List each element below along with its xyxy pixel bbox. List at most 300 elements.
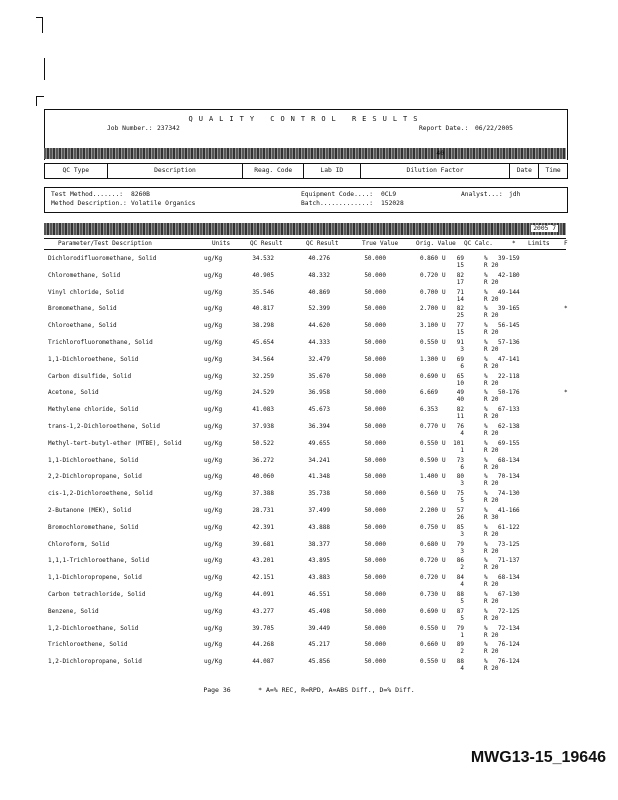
cell-lim: 70-134 bbox=[498, 473, 520, 481]
th-qc-calc: QC Calc. bbox=[464, 240, 493, 247]
table-row bbox=[0, 440, 618, 457]
cell-lim: 47-141 bbox=[498, 355, 520, 363]
cell-rpd-limit: R 20 bbox=[484, 648, 499, 656]
cell-orig: 3.100 bbox=[419, 322, 438, 330]
cell-q: U bbox=[442, 490, 446, 498]
cell-orig: 0.690 bbox=[419, 607, 438, 615]
th-units: Units bbox=[212, 240, 231, 247]
cell-qc1: 34.564 bbox=[252, 355, 274, 363]
cell-orig: 0.720 bbox=[419, 271, 438, 279]
cell-ltype: % bbox=[484, 322, 488, 330]
cell-qc2: 38.377 bbox=[308, 540, 330, 548]
batch: 152028 bbox=[381, 200, 404, 207]
cell-lim: 74-130 bbox=[498, 490, 520, 498]
cell-orig: 0.750 bbox=[419, 523, 438, 531]
cell-param: Chloroethane, Solid bbox=[48, 322, 117, 330]
cell-units: ug/Kg bbox=[204, 339, 223, 346]
cell-tv: 50.000 bbox=[364, 372, 386, 380]
cell-lim: 68-134 bbox=[498, 456, 520, 464]
cell-calc2: 3 bbox=[460, 346, 464, 353]
scan-mark bbox=[44, 58, 45, 80]
cell-qc2: 43.888 bbox=[308, 523, 330, 531]
cell-ltype: % bbox=[484, 490, 488, 498]
cell-rpd-limit: R 20 bbox=[484, 564, 499, 572]
cell-rpd-limit: R 20 bbox=[484, 346, 499, 353]
cell-qc1: 32.259 bbox=[252, 372, 274, 380]
cell-orig: 6.669 bbox=[419, 389, 438, 397]
cell-tv: 50.000 bbox=[364, 523, 386, 531]
table-row bbox=[0, 272, 618, 289]
cell-rpd-limit: R 20 bbox=[484, 631, 499, 639]
cell-calc2: 26 bbox=[456, 514, 464, 521]
cell-q: U bbox=[442, 607, 446, 615]
cell-ltype: % bbox=[484, 305, 488, 313]
cell-q: U bbox=[442, 591, 446, 598]
cell-units: ug/Kg bbox=[204, 473, 223, 481]
cell-orig: 2.200 bbox=[419, 507, 438, 514]
cell-calc2: 4 bbox=[460, 665, 464, 673]
col-qc-type: QC Type bbox=[45, 164, 108, 178]
cell-rpd-limit: R 20 bbox=[484, 413, 499, 421]
cell-qc2: 48.332 bbox=[308, 271, 330, 279]
page-number: Page 36 bbox=[203, 686, 231, 694]
cell-ltype: % bbox=[484, 423, 488, 430]
cell-calc2: 6 bbox=[460, 362, 464, 370]
cell-param: Trichloroethene, Solid bbox=[48, 641, 128, 649]
cell-orig: 0.550 bbox=[419, 439, 438, 447]
cell-units: ug/Kg bbox=[204, 372, 223, 380]
cell-calc2: 17 bbox=[456, 278, 464, 286]
cell-calc: 75 bbox=[456, 490, 464, 498]
cell-lim: 76-124 bbox=[498, 641, 520, 649]
cell-tv: 50.000 bbox=[364, 456, 386, 464]
col-lab-id: Lab ID bbox=[304, 164, 361, 178]
cell-ltype: % bbox=[484, 591, 488, 598]
cell-param: 1,1-Dichloroethene, Solid bbox=[48, 355, 139, 363]
cell-units: ug/Kg bbox=[204, 355, 223, 363]
cell-qc2: 35.738 bbox=[308, 490, 330, 498]
table-row bbox=[0, 389, 618, 406]
col-time: Time bbox=[545, 167, 561, 174]
cell-lim: 73-125 bbox=[498, 540, 520, 548]
cell-rpd-limit: R 20 bbox=[484, 295, 499, 303]
cell-qc2: 44.333 bbox=[308, 339, 330, 346]
cell-units: ug/Kg bbox=[204, 574, 223, 582]
cell-rpd-limit: R 20 bbox=[484, 362, 499, 370]
cell-qc1: 43.201 bbox=[252, 557, 274, 565]
cell-ltype: % bbox=[484, 389, 488, 397]
band-1-right: 40 bbox=[436, 150, 444, 157]
table-row bbox=[0, 625, 618, 642]
cell-calc2: 4 bbox=[460, 581, 464, 589]
cell-calc2: 14 bbox=[456, 295, 464, 303]
page-footer bbox=[0, 686, 618, 694]
cell-param: Acetone, Solid bbox=[48, 389, 99, 397]
cell-lim: 57-136 bbox=[498, 339, 520, 346]
cell-qc1: 34.532 bbox=[252, 255, 274, 262]
cell-calc2: 5 bbox=[460, 497, 464, 505]
cell-units: ug/Kg bbox=[204, 406, 223, 414]
cell-qc1: 39.705 bbox=[252, 624, 274, 632]
cell-units: ug/Kg bbox=[204, 255, 223, 262]
cell-q: U bbox=[442, 473, 446, 481]
cell-calc2: 5 bbox=[460, 598, 464, 605]
cell-lim: 76-124 bbox=[498, 658, 520, 666]
cell-lim: 50-176 bbox=[498, 389, 520, 397]
analyst: jdh bbox=[509, 191, 521, 198]
cell-qc2: 43.883 bbox=[308, 574, 330, 582]
th-qc-result-2: QC Result bbox=[306, 240, 339, 247]
cell-param: Carbon tetrachloride, Solid bbox=[48, 591, 146, 598]
cell-qc2: 45.856 bbox=[308, 658, 330, 666]
table-row bbox=[0, 574, 618, 591]
cell-calc2: 10 bbox=[456, 379, 464, 387]
cell-q: U bbox=[442, 288, 446, 296]
table-row bbox=[0, 457, 618, 474]
cell-calc2: 3 bbox=[460, 547, 464, 555]
cell-param: Bromochloromethane, Solid bbox=[48, 523, 139, 531]
cell-ltype: % bbox=[484, 439, 488, 447]
table-row bbox=[0, 507, 618, 524]
th-true-value: True Value bbox=[362, 240, 399, 247]
cell-rpd-limit: R 20 bbox=[484, 396, 499, 404]
cell-qc2: 45.498 bbox=[308, 607, 330, 615]
cell-calc: 82 bbox=[456, 305, 464, 313]
cell-units: ug/Kg bbox=[204, 591, 223, 598]
scan-mark bbox=[36, 96, 37, 106]
cell-lim: 68-134 bbox=[498, 574, 520, 582]
cell-qc1: 44.268 bbox=[252, 641, 274, 649]
cell-lim: 62-138 bbox=[498, 423, 520, 430]
cell-ltype: % bbox=[484, 641, 488, 649]
cell-lim: 49-144 bbox=[498, 288, 520, 296]
cell-q: U bbox=[442, 355, 446, 363]
cell-q: U bbox=[442, 624, 446, 632]
cell-orig: 0.720 bbox=[419, 574, 438, 582]
table-row bbox=[0, 322, 618, 339]
cell-param: Vinyl chloride, Solid bbox=[48, 288, 124, 296]
cell-param: 1,2-Dichloroethane, Solid bbox=[48, 624, 139, 632]
th-parameter: Parameter/Test Description bbox=[58, 240, 152, 247]
cell-rpd-limit: R 20 bbox=[484, 581, 499, 589]
cell-q: U bbox=[442, 557, 446, 565]
col-description: Description bbox=[108, 164, 244, 178]
cell-ltype: % bbox=[484, 355, 488, 363]
results-table-header bbox=[44, 238, 566, 250]
cell-qc1: 44.087 bbox=[252, 658, 274, 666]
cell-param: 1,2-Dichloropropane, Solid bbox=[48, 658, 142, 666]
cell-units: ug/Kg bbox=[204, 540, 223, 548]
cell-calc: 69 bbox=[456, 255, 464, 262]
cell-tv: 50.000 bbox=[364, 423, 386, 430]
table-row bbox=[0, 608, 618, 625]
cell-qc2: 45.673 bbox=[308, 406, 330, 414]
cell-tv: 50.000 bbox=[364, 473, 386, 481]
th-star: * bbox=[512, 240, 516, 247]
cell-calc2: 3 bbox=[460, 530, 464, 538]
cell-calc: 101 bbox=[453, 439, 464, 447]
cell-param: Benzene, Solid bbox=[48, 607, 99, 615]
cell-units: ug/Kg bbox=[204, 439, 223, 447]
cell-calc: 87 bbox=[456, 607, 464, 615]
cell-units: ug/Kg bbox=[204, 624, 223, 632]
cell-orig: 0.550 bbox=[419, 624, 438, 632]
cell-rpd-limit: R 20 bbox=[484, 598, 499, 605]
cell-lim: 67-133 bbox=[498, 406, 520, 414]
table-row bbox=[0, 473, 618, 490]
cell-units: ug/Kg bbox=[204, 658, 223, 666]
cell-qc1: 37.388 bbox=[252, 490, 274, 498]
cell-q: U bbox=[442, 523, 446, 531]
cell-param: 1,1,1-Trichloroethane, Solid bbox=[48, 557, 150, 565]
cell-calc: 84 bbox=[456, 574, 464, 582]
cell-orig: 6.353 bbox=[419, 406, 438, 414]
cell-tv: 50.000 bbox=[364, 574, 386, 582]
cell-calc2: 15 bbox=[456, 329, 464, 337]
cell-rpd-limit: R 20 bbox=[484, 614, 499, 622]
scan-mark bbox=[36, 96, 44, 97]
table-row bbox=[0, 255, 618, 272]
cell-units: ug/Kg bbox=[204, 423, 223, 430]
cell-tv: 50.000 bbox=[364, 271, 386, 279]
cell-lim: 42-180 bbox=[498, 271, 520, 279]
cell-qc2: 32.479 bbox=[308, 355, 330, 363]
cell-qc2: 36.394 bbox=[308, 423, 330, 430]
cell-tv: 50.000 bbox=[364, 322, 386, 330]
cell-units: ug/Kg bbox=[204, 271, 223, 279]
cell-units: ug/Kg bbox=[204, 557, 223, 565]
cell-qc1: 40.060 bbox=[252, 473, 274, 481]
cell-tv: 50.000 bbox=[364, 406, 386, 414]
cell-units: ug/Kg bbox=[204, 641, 223, 649]
cell-qc1: 28.731 bbox=[252, 507, 274, 514]
cell-qc2: 46.551 bbox=[308, 591, 330, 598]
cell-tv: 50.000 bbox=[364, 305, 386, 313]
cell-rpd-limit: R 30 bbox=[484, 514, 499, 521]
cell-units: ug/Kg bbox=[204, 322, 223, 330]
cell-q: U bbox=[442, 322, 446, 330]
cell-units: ug/Kg bbox=[204, 607, 223, 615]
cell-tv: 50.000 bbox=[364, 355, 386, 363]
band-1 bbox=[44, 148, 566, 159]
cell-param: 2-Butanone (MEK), Solid bbox=[48, 507, 132, 514]
cell-units: ug/Kg bbox=[204, 305, 223, 313]
cell-orig: 0.550 bbox=[419, 339, 438, 346]
cell-units: ug/Kg bbox=[204, 389, 223, 397]
cell-rpd-limit: R 20 bbox=[484, 497, 499, 505]
cell-calc2: 1 bbox=[460, 446, 464, 454]
cell-param: 1,1-Dichloroethane, Solid bbox=[48, 456, 139, 464]
test-method-label: Test Method.......: bbox=[51, 191, 124, 198]
method-box bbox=[44, 187, 568, 213]
cell-q: U bbox=[442, 658, 446, 666]
cell-lim: 72-134 bbox=[498, 624, 520, 632]
cell-ltype: % bbox=[484, 271, 488, 279]
cell-rpd-limit: R 20 bbox=[484, 665, 499, 673]
cell-calc2: 6 bbox=[460, 463, 464, 471]
cell-calc: 73 bbox=[456, 456, 464, 464]
cell-rpd-limit: R 20 bbox=[484, 463, 499, 471]
cell-qc2: 40.869 bbox=[308, 288, 330, 296]
cell-qc1: 36.272 bbox=[252, 456, 274, 464]
cell-rpd-limit: R 20 bbox=[484, 278, 499, 286]
band-2-right: 2005 7 bbox=[533, 225, 556, 232]
th-orig-value: Orig. Value bbox=[416, 240, 456, 247]
cell-q: U bbox=[442, 339, 446, 346]
cell-qc1: 37.938 bbox=[252, 423, 274, 430]
cell-rpd-limit: R 20 bbox=[484, 379, 499, 387]
cell-units: ug/Kg bbox=[204, 490, 223, 498]
cell-ltype: % bbox=[484, 406, 488, 414]
cell-tv: 50.000 bbox=[364, 255, 386, 262]
job-number: 237342 bbox=[157, 125, 180, 132]
cell-units: ug/Kg bbox=[204, 288, 223, 296]
cell-q: U bbox=[442, 540, 446, 548]
table-row bbox=[0, 373, 618, 390]
cell-qc1: 43.277 bbox=[252, 607, 274, 615]
cell-qc1: 44.091 bbox=[252, 591, 274, 598]
qc-column-header bbox=[44, 163, 568, 179]
table-row bbox=[0, 490, 618, 507]
cell-q: U bbox=[442, 271, 446, 279]
cell-calc: 79 bbox=[456, 540, 464, 548]
cell-qc2: 44.620 bbox=[308, 322, 330, 330]
th-f: F bbox=[564, 240, 568, 247]
th-qc-result-1: QC Result bbox=[250, 240, 283, 247]
cell-lim: 39-159 bbox=[498, 255, 520, 262]
cell-qc2: 35.670 bbox=[308, 372, 330, 380]
cell-qc2: 36.958 bbox=[308, 389, 330, 397]
cell-rpd-limit: R 20 bbox=[484, 262, 499, 269]
cell-lim: 41-166 bbox=[498, 507, 520, 514]
cell-q: U bbox=[442, 439, 446, 447]
cell-orig: 0.720 bbox=[419, 557, 438, 565]
cell-param: Trichlorofluoromethane, Solid bbox=[48, 339, 153, 346]
cell-calc: 89 bbox=[456, 641, 464, 649]
cell-qc2: 39.449 bbox=[308, 624, 330, 632]
cell-q: U bbox=[442, 456, 446, 464]
cell-lim: 72-125 bbox=[498, 607, 520, 615]
cell-orig: 0.680 bbox=[419, 540, 438, 548]
cell-calc: 82 bbox=[456, 271, 464, 279]
cell-calc2: 40 bbox=[456, 396, 464, 404]
cell-units: ug/Kg bbox=[204, 507, 223, 514]
method-desc: Volatile Organics bbox=[131, 200, 196, 207]
cell-param: Chloromethane, Solid bbox=[48, 271, 121, 279]
table-row bbox=[0, 356, 618, 373]
th-limits: Limits bbox=[528, 240, 550, 247]
cell-units: ug/Kg bbox=[204, 456, 223, 464]
cell-ltype: % bbox=[484, 372, 488, 380]
cell-calc: 85 bbox=[456, 523, 464, 531]
cell-f: * bbox=[564, 389, 568, 397]
cell-ltype: % bbox=[484, 456, 488, 464]
cell-qc1: 40.905 bbox=[252, 271, 274, 279]
cell-calc2: 1 bbox=[460, 631, 464, 639]
cell-param: 2,2-Dichloropropane, Solid bbox=[48, 473, 142, 481]
cell-calc: 79 bbox=[456, 624, 464, 632]
cell-param: Carbon disulfide, Solid bbox=[48, 372, 132, 380]
col-date: Date bbox=[510, 164, 539, 178]
cell-orig: 0.770 bbox=[419, 423, 438, 430]
table-row bbox=[0, 339, 618, 356]
table-row bbox=[0, 641, 618, 658]
cell-lim: 67-130 bbox=[498, 591, 520, 598]
cell-rpd-limit: R 20 bbox=[484, 530, 499, 538]
band-2 bbox=[44, 223, 566, 235]
cell-calc: 69 bbox=[456, 355, 464, 363]
cell-param: Methyl-tert-butyl-ether (MTBE), Solid bbox=[48, 439, 182, 447]
col-reag-code: Reag. Code bbox=[243, 164, 304, 178]
cell-calc: 57 bbox=[456, 507, 464, 514]
cell-calc: 76 bbox=[456, 423, 464, 430]
cell-orig: 1.300 bbox=[419, 355, 438, 363]
cell-rpd-limit: R 20 bbox=[484, 446, 499, 454]
cell-calc: 65 bbox=[456, 372, 464, 380]
cell-calc2: 4 bbox=[460, 430, 464, 437]
analyst-label: Analyst...: bbox=[461, 191, 503, 198]
cell-qc1: 40.817 bbox=[252, 305, 274, 313]
job-number-label: Job Number.: bbox=[107, 125, 153, 132]
cell-tv: 50.000 bbox=[364, 339, 386, 346]
table-row bbox=[0, 541, 618, 558]
scan-mark bbox=[42, 17, 43, 33]
cell-rpd-limit: R 20 bbox=[484, 312, 499, 320]
cell-qc2: 52.399 bbox=[308, 305, 330, 313]
cell-param: Dichlorodifluoromethane, Solid bbox=[48, 255, 157, 262]
cell-qc2: 34.241 bbox=[308, 456, 330, 464]
table-row bbox=[0, 557, 618, 574]
cell-ltype: % bbox=[484, 540, 488, 548]
cell-orig: 1.400 bbox=[419, 473, 438, 481]
cell-ltype: % bbox=[484, 339, 488, 346]
cell-qc2: 41.348 bbox=[308, 473, 330, 481]
cell-qc1: 50.522 bbox=[252, 439, 274, 447]
table-row bbox=[0, 658, 618, 675]
cell-param: cis-1,2-Dichloroethene, Solid bbox=[48, 490, 153, 498]
cell-qc1: 39.681 bbox=[252, 540, 274, 548]
cell-ltype: % bbox=[484, 473, 488, 481]
cell-qc1: 24.529 bbox=[252, 389, 274, 397]
cell-orig: 0.560 bbox=[419, 490, 438, 498]
cell-calc: 71 bbox=[456, 288, 464, 296]
cell-orig: 2.700 bbox=[419, 305, 438, 313]
cell-ltype: % bbox=[484, 288, 488, 296]
cell-ltype: % bbox=[484, 658, 488, 666]
cell-units: ug/Kg bbox=[204, 523, 223, 531]
batch-label: Batch.............: bbox=[301, 200, 374, 207]
table-row bbox=[0, 406, 618, 423]
cell-calc: 91 bbox=[456, 339, 464, 346]
report-title: QUALITY CONTROL RESULTS bbox=[188, 115, 424, 123]
method-desc-label: Method Description.: bbox=[51, 200, 127, 207]
cell-orig: 0.700 bbox=[419, 288, 438, 296]
cell-lim: 39-165 bbox=[498, 305, 520, 313]
cell-q: U bbox=[442, 641, 446, 649]
cell-calc2: 25 bbox=[456, 312, 464, 320]
cell-orig: 0.860 bbox=[419, 255, 438, 262]
cell-qc1: 35.546 bbox=[252, 288, 274, 296]
cell-q: U bbox=[442, 372, 446, 380]
report-date: 06/22/2005 bbox=[475, 125, 513, 132]
cell-qc1: 42.151 bbox=[252, 574, 274, 582]
table-row bbox=[0, 289, 618, 306]
cell-calc: 80 bbox=[456, 473, 464, 481]
cell-q: U bbox=[442, 507, 446, 514]
cell-ltype: % bbox=[484, 624, 488, 632]
cell-tv: 50.000 bbox=[364, 607, 386, 615]
cell-tv: 50.000 bbox=[364, 389, 386, 397]
